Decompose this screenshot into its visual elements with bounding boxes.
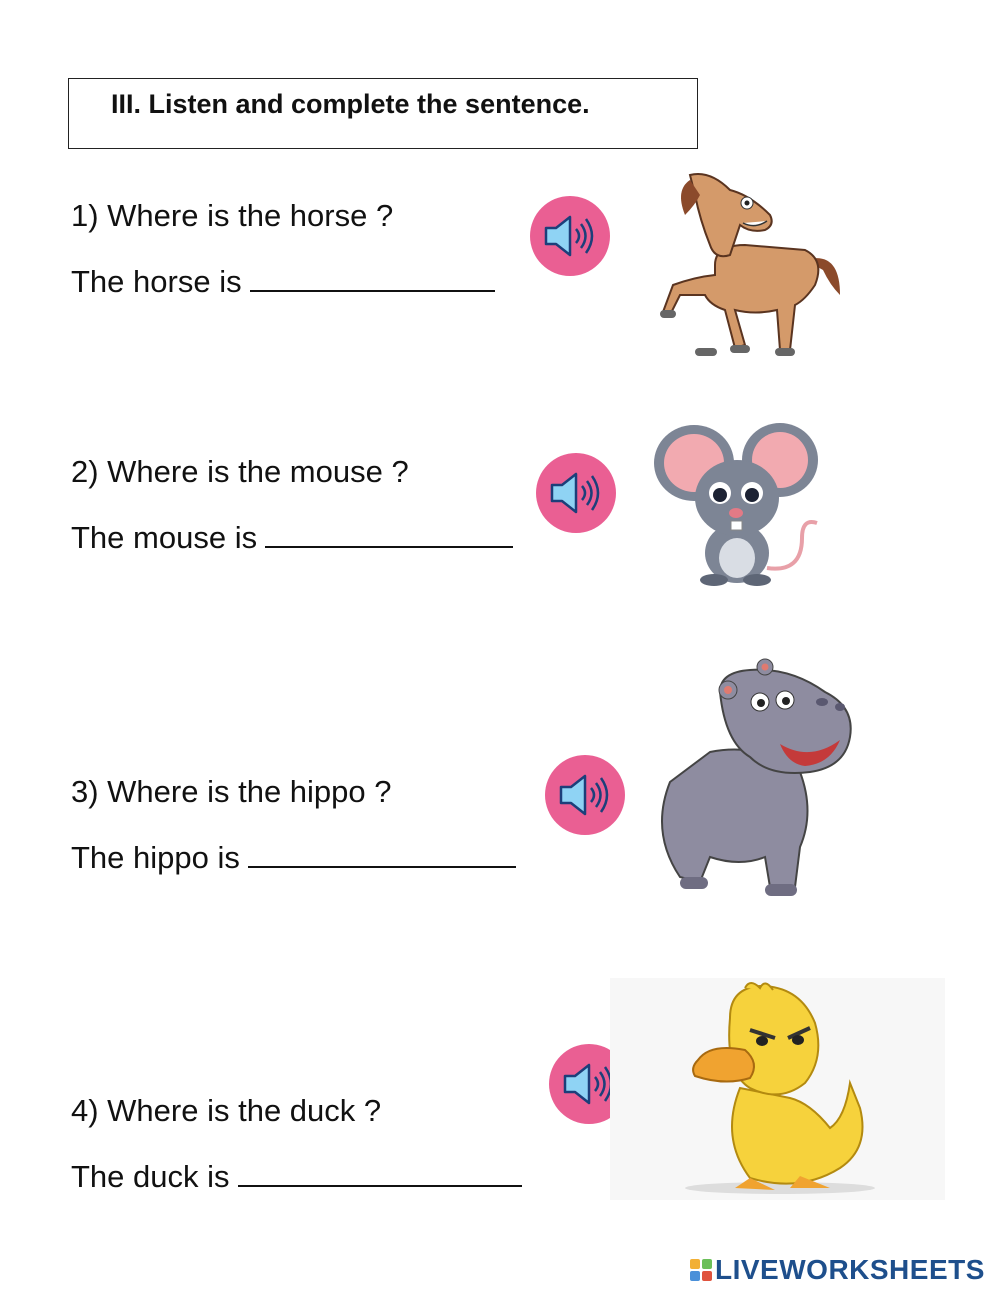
question-2: 2) Where is the mouse ? bbox=[71, 454, 409, 489]
question-1: 1) Where is the horse ? bbox=[71, 198, 394, 233]
title-box bbox=[68, 78, 698, 149]
answer-line-4 bbox=[71, 1157, 522, 1195]
logo-mark-icon bbox=[690, 1259, 712, 1281]
mouse-illustration bbox=[652, 418, 827, 588]
answer-line-3 bbox=[71, 838, 516, 876]
answer-prefix-2: The mouse is bbox=[71, 520, 258, 555]
audio-button-1[interactable] bbox=[530, 196, 610, 276]
liveworksheets-logo bbox=[690, 1254, 985, 1286]
answer-prefix-3: The hippo is bbox=[71, 840, 240, 875]
answer-blank-4[interactable] bbox=[238, 1157, 522, 1187]
duck-illustration bbox=[610, 978, 945, 1200]
question-4: 4) Where is the duck ? bbox=[71, 1093, 382, 1128]
page-title: III. Listen and complete the sentence. bbox=[111, 89, 590, 119]
answer-line-2 bbox=[71, 518, 513, 556]
answer-prefix-4: The duck is bbox=[71, 1159, 230, 1194]
hippo-illustration bbox=[640, 652, 860, 900]
answer-blank-3[interactable] bbox=[248, 838, 516, 868]
audio-button-3[interactable] bbox=[545, 755, 625, 835]
horse-illustration bbox=[655, 165, 850, 365]
question-3: 3) Where is the hippo ? bbox=[71, 774, 392, 809]
answer-line-1 bbox=[71, 262, 495, 300]
speaker-icon bbox=[548, 471, 604, 515]
audio-button-2[interactable] bbox=[536, 453, 616, 533]
speaker-icon bbox=[561, 1062, 617, 1106]
answer-blank-2[interactable] bbox=[265, 518, 513, 548]
answer-blank-1[interactable] bbox=[250, 262, 495, 292]
speaker-icon bbox=[542, 214, 598, 258]
speaker-icon bbox=[557, 773, 613, 817]
logo-text: LIVEWORKSHEETS bbox=[715, 1254, 985, 1285]
answer-prefix-1: The horse is bbox=[71, 264, 242, 299]
